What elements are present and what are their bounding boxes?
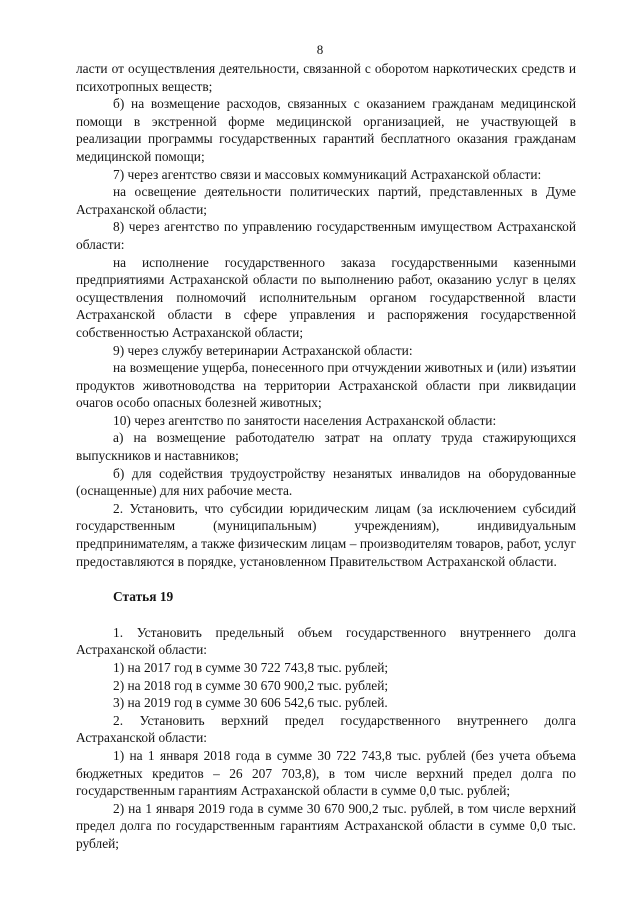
document-body [76,60,576,853]
article-paragraph: 2. Установить верхний предел государственного внутреннего долга Астраханской области: [76,712,576,746]
paragraph: на возмещение ущерба, понесенного при отчуждении животных и (или) изъятии продуктов животноводства на территории Астраханской области при ликвидации очагов особо опасных болезней животных; [76,360,576,411]
article-paragraph: 2) на 2018 год в сумме 30 670 900,2 тыс. рублей; [113,677,389,693]
paragraph: 10) через агентство по занятости населения Астраханской области: [113,412,497,428]
article-paragraph: 1) на 1 января 2018 года в сумме 30 722 743,8 тыс. рублей (без учета объема бюджетных кредитов – 26 207 703,8), в том числе верхний предел долга по государственным гарантиям Астраханской области в сумме 0,0 тыс. рублей; [76,747,576,799]
article-paragraph: 2) на 1 января 2019 года в сумме 30 670 900,2 тыс. рублей, в том числе верхний предел долга по государственным гарантиям Астраханской области в сумме 0,0 тыс. рублей; [76,800,576,851]
article-heading: Статья 19 [113,589,174,605]
page-number: 8 [316,42,324,57]
paragraph: 9) через службу ветеринарии Астраханской области: [113,342,413,358]
paragraph: 2. Установить, что субсидии юридическим лицам (за исключением субсидий государственным (муниципальным) учреждениям), индивидуальным предпринимателям, а также физическим лицам – производителям товаров, работ, услуг предоставляются в порядке, установленном Правительством Астраханской области. [76,500,576,569]
paragraph: б) на возмещение расходов, связанных с оказанием гражданам медицинской помощи в экстренной форме медицинской организацией, не участвующей в реализации программы государственных гарантий бесплатного оказания гражданам медицинской помощи; [76,96,576,164]
paragraph: а) на возмещение работодателю затрат на оплату труда стажирующихся выпускников и наставников; [76,430,576,464]
paragraph: 8) через агентство по управлению государственным имуществом Астраханской области: [76,219,576,252]
paragraph: ласти от осуществления деятельности, связанной с оборотом наркотических средств и психотропных веществ; [76,61,576,94]
paragraph: 7) через агентство связи и массовых коммуникаций Астраханской области: [113,166,542,182]
article-paragraph: 3) на 2019 год в сумме 30 606 542,6 тыс. рублей. [113,695,388,711]
article-paragraph: 1) на 2017 год в сумме 30 722 743,8 тыс. рублей; [113,660,389,675]
paragraph: б) для содействия трудоустройству незанятых инвалидов на оборудованные (оснащенные) для них рабочие места. [76,465,576,499]
paragraph: на освещение деятельности политических партий, представленных в Думе Астраханской области; [76,184,576,217]
article-paragraph: 1. Установить предельный объем государственного внутреннего долга Астраханской области: [76,624,576,658]
paragraph: на исполнение государственного заказа государственными казенными предприятиями Астраханской области по выполнению работ, оказанию услуг в целях осуществления полномочий исполнительным органом государственной власти Астраханской области в сфере управления и распоряжения государственной собственностью Астраханской области; [76,254,576,340]
